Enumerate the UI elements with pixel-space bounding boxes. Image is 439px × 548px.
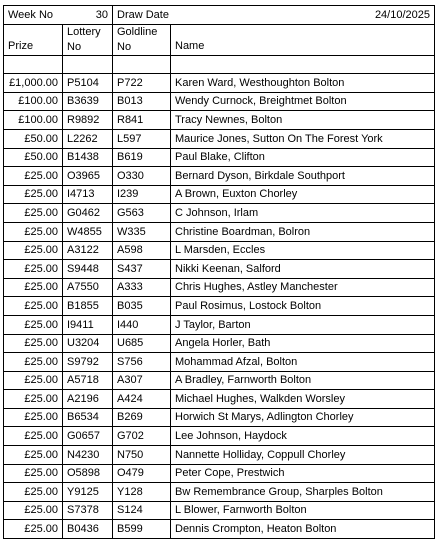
lottery-number-cell: O5898 [63, 464, 113, 483]
table-row [4, 446, 435, 465]
goldline-header-line1: Goldline [117, 25, 158, 38]
winner-name-cell: Nikki Keenan, Salford [171, 260, 435, 279]
prize-cell: £25.00 [4, 334, 63, 353]
prize-cell: £25.00 [4, 464, 63, 483]
results-table [3, 5, 435, 539]
lottery-number-cell: A5718 [63, 371, 113, 390]
winner-name-cell: Michael Hughes, Walkden Worsley [171, 390, 435, 409]
goldline-number-cell: A333 [113, 278, 171, 297]
winner-name-cell: Maurice Jones, Sutton On The Forest York [171, 129, 435, 148]
goldline-number-cell: G702 [113, 427, 171, 446]
table-row [4, 353, 435, 372]
prize-cell: £25.00 [4, 297, 63, 316]
spacer-cell [113, 55, 171, 74]
goldline-number-cell: S437 [113, 260, 171, 279]
prize-cell: £1,000.00 [4, 74, 63, 93]
prize-cell: £25.00 [4, 260, 63, 279]
spacer-cell [63, 55, 113, 74]
lottery-number-cell: A2196 [63, 390, 113, 409]
lottery-header-line2: No [67, 40, 82, 53]
name-column-header: Name [171, 24, 435, 55]
table-row [4, 74, 435, 93]
winner-name-cell: L Marsden, Eccles [171, 241, 435, 260]
lottery-number-cell: P5104 [63, 74, 113, 93]
goldline-number-cell: A307 [113, 371, 171, 390]
lottery-header-line1: Lottery [67, 25, 101, 38]
spacer-row [4, 55, 435, 74]
header-row-week [4, 6, 435, 25]
lottery-number-cell: G0657 [63, 427, 113, 446]
winner-name-cell: Angela Horler, Bath [171, 334, 435, 353]
prize-cell: £100.00 [4, 92, 63, 111]
goldline-number-cell: N750 [113, 446, 171, 465]
goldline-number-cell: I440 [113, 315, 171, 334]
goldline-number-cell: W335 [113, 222, 171, 241]
winner-name-cell: A Bradley, Farnworth Bolton [171, 371, 435, 390]
lottery-number-cell: I4713 [63, 185, 113, 204]
lottery-number-cell: S9448 [63, 260, 113, 279]
prize-cell: £25.00 [4, 315, 63, 334]
prize-cell: £25.00 [4, 204, 63, 223]
lottery-number-cell: A7550 [63, 278, 113, 297]
goldline-column-header [113, 24, 171, 55]
winner-name-cell: Paul Rosimus, Lostock Bolton [171, 297, 435, 316]
lottery-number-cell: L2262 [63, 129, 113, 148]
winner-name-cell: A Brown, Euxton Chorley [171, 185, 435, 204]
lottery-number-cell: R9892 [63, 111, 113, 130]
winner-name-cell: Mohammad Afzal, Bolton [171, 353, 435, 372]
prize-cell: £25.00 [4, 167, 63, 186]
lottery-number-cell: G0462 [63, 204, 113, 223]
winner-name-cell: Bernard Dyson, Birkdale Southport [171, 167, 435, 186]
lottery-number-cell: A3122 [63, 241, 113, 260]
prize-cell: £25.00 [4, 371, 63, 390]
goldline-header-line2: No [117, 40, 132, 53]
goldline-number-cell: A424 [113, 390, 171, 409]
winner-name-cell: Horwich St Marys, Adlington Chorley [171, 408, 435, 427]
winner-name-cell: Dennis Crompton, Heaton Bolton [171, 520, 435, 539]
prize-cell: £25.00 [4, 222, 63, 241]
lottery-number-cell: N4230 [63, 446, 113, 465]
goldline-number-cell: L597 [113, 129, 171, 148]
winner-name-cell: C Johnson, Irlam [171, 204, 435, 223]
spacer-cell [4, 55, 63, 74]
table-row [4, 390, 435, 409]
winner-name-cell: Bw Remembrance Group, Sharples Bolton [171, 483, 435, 502]
table-row [4, 408, 435, 427]
prize-cell: £25.00 [4, 427, 63, 446]
prize-cell: £25.00 [4, 408, 63, 427]
winner-name-cell: J Taylor, Barton [171, 315, 435, 334]
prize-cell: £25.00 [4, 446, 63, 465]
table-row [4, 501, 435, 520]
winner-name-cell: Karen Ward, Westhoughton Bolton [171, 74, 435, 93]
lottery-number-cell: U3204 [63, 334, 113, 353]
week-value: 30 [63, 6, 113, 25]
goldline-number-cell: I239 [113, 185, 171, 204]
goldline-number-cell: S124 [113, 501, 171, 520]
goldline-number-cell: O330 [113, 167, 171, 186]
table-row [4, 371, 435, 390]
lottery-number-cell: B1855 [63, 297, 113, 316]
table-row [4, 204, 435, 223]
lottery-number-cell: I9411 [63, 315, 113, 334]
winner-name-cell: Wendy Curnock, Breightmet Bolton [171, 92, 435, 111]
lottery-number-cell: Y9125 [63, 483, 113, 502]
prize-cell: £50.00 [4, 148, 63, 167]
winner-name-cell: Chris Hughes, Astley Manchester [171, 278, 435, 297]
goldline-number-cell: U685 [113, 334, 171, 353]
goldline-number-cell: Y128 [113, 483, 171, 502]
goldline-number-cell: S756 [113, 353, 171, 372]
header-row-columns [4, 24, 435, 55]
prize-cell: £25.00 [4, 353, 63, 372]
table-row [4, 520, 435, 539]
winner-name-cell: L Blower, Farnworth Bolton [171, 501, 435, 520]
table-row [4, 297, 435, 316]
table-row [4, 464, 435, 483]
table-row [4, 315, 435, 334]
week-label: Week No [4, 6, 63, 25]
prize-cell: £25.00 [4, 185, 63, 204]
prize-cell: £50.00 [4, 129, 63, 148]
table-row [4, 427, 435, 446]
table-row [4, 129, 435, 148]
draw-date-label: Draw Date [113, 6, 171, 25]
table-row [4, 260, 435, 279]
table-row [4, 241, 435, 260]
lottery-number-cell: W4855 [63, 222, 113, 241]
lottery-number-cell: B1438 [63, 148, 113, 167]
table-row [4, 148, 435, 167]
table-row [4, 111, 435, 130]
lottery-number-cell: B6534 [63, 408, 113, 427]
goldline-number-cell: R841 [113, 111, 171, 130]
lottery-number-cell: S7378 [63, 501, 113, 520]
lottery-number-cell: S9792 [63, 353, 113, 372]
goldline-number-cell: B013 [113, 92, 171, 111]
goldline-number-cell: B269 [113, 408, 171, 427]
lottery-number-cell: B0436 [63, 520, 113, 539]
table-row [4, 92, 435, 111]
goldline-number-cell: B619 [113, 148, 171, 167]
prize-cell: £25.00 [4, 278, 63, 297]
goldline-number-cell: G563 [113, 204, 171, 223]
prize-cell: £25.00 [4, 520, 63, 539]
prize-cell: £100.00 [4, 111, 63, 130]
table-row [4, 222, 435, 241]
draw-date-value: 24/10/2025 [171, 6, 435, 25]
prize-cell: £25.00 [4, 390, 63, 409]
table-row [4, 278, 435, 297]
prize-cell: £25.00 [4, 501, 63, 520]
prize-column-header: Prize [4, 24, 63, 55]
goldline-number-cell: P722 [113, 74, 171, 93]
prize-cell: £25.00 [4, 483, 63, 502]
lottery-number-cell: O3965 [63, 167, 113, 186]
table-row [4, 185, 435, 204]
lottery-column-header [63, 24, 113, 55]
spacer-cell [171, 55, 435, 74]
table-row [4, 167, 435, 186]
table-row [4, 483, 435, 502]
winner-name-cell: Peter Cope, Prestwich [171, 464, 435, 483]
winner-name-cell: Lee Johnson, Haydock [171, 427, 435, 446]
goldline-number-cell: B599 [113, 520, 171, 539]
winner-name-cell: Paul Blake, Clifton [171, 148, 435, 167]
winner-name-cell: Nannette Holliday, Coppull Chorley [171, 446, 435, 465]
winner-name-cell: Tracy Newnes, Bolton [171, 111, 435, 130]
winner-name-cell: Christine Boardman, Bolron [171, 222, 435, 241]
lottery-number-cell: B3639 [63, 92, 113, 111]
table-row [4, 334, 435, 353]
goldline-number-cell: A598 [113, 241, 171, 260]
goldline-number-cell: B035 [113, 297, 171, 316]
goldline-number-cell: O479 [113, 464, 171, 483]
prize-cell: £25.00 [4, 241, 63, 260]
